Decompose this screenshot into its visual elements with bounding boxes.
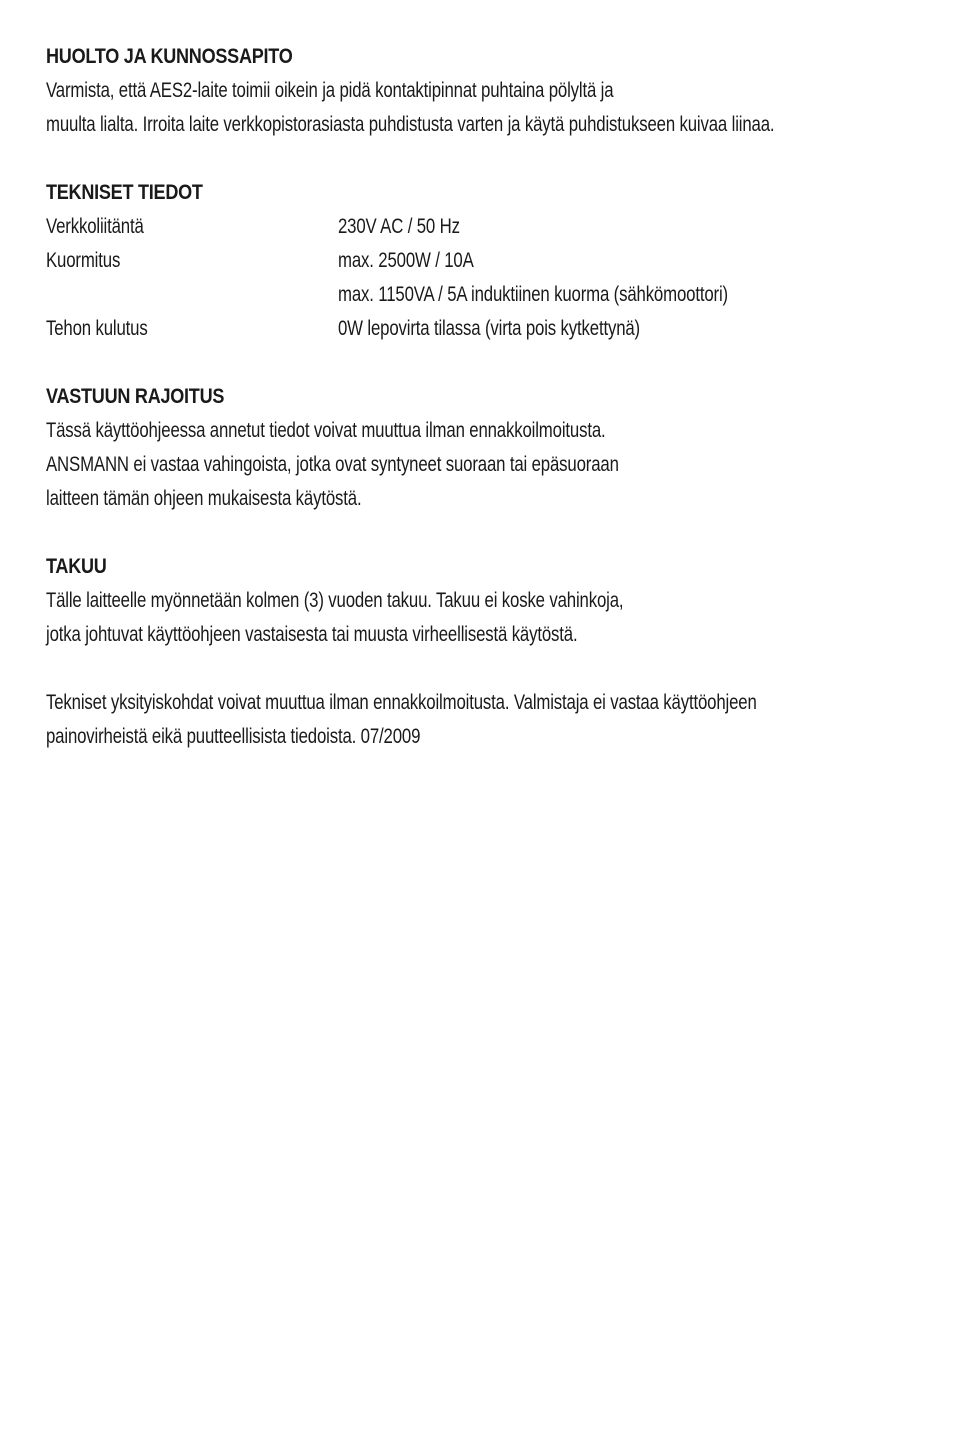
warranty-text-line: Tälle laitteelle myönnetään kolmen (3) vuoden takuu. Takuu ei koske vahinkoja, bbox=[46, 589, 624, 612]
maintenance-text-line: muulta lialta. Irroita laite verkkopistorasiasta puhdistusta varten ja käytä puhdistukseen kuivaa liinaa. bbox=[46, 113, 775, 136]
footer-text-line: Tekniset yksityiskohdat voivat muuttua ilman ennakkoilmoitusta. Valmistaja ei vastaa käyttöohjeen bbox=[46, 691, 757, 714]
liability-section bbox=[46, 380, 926, 516]
spec-label: Verkkoliitäntä bbox=[46, 215, 144, 238]
liability-heading: VASTUUN RAJOITUS bbox=[46, 385, 225, 408]
spec-row-load bbox=[46, 244, 926, 278]
specs-section bbox=[46, 176, 926, 346]
liability-text-line: laitteen tämän ohjeen mukaisesta käytöstä. bbox=[46, 487, 362, 510]
liability-text-line: Tässä käyttöohjeessa annetut tiedot voivat muuttua ilman ennakkoilmoitusta. bbox=[46, 419, 606, 442]
footer-section bbox=[46, 686, 926, 754]
maintenance-text-line: Varmista, että AES2-laite toimii oikein ja pidä kontaktipinnat puhtaina pölyltä ja bbox=[46, 79, 614, 102]
warranty-section bbox=[46, 550, 926, 652]
spec-label: Kuormitus bbox=[46, 249, 121, 272]
spec-label: Tehon kulutus bbox=[46, 317, 148, 340]
manual-page bbox=[46, 40, 926, 788]
liability-text-line: ANSMANN ei vastaa vahingoista, jotka ovat syntyneet suoraan tai epäsuoraan bbox=[46, 453, 619, 476]
footer-text-line: painovirheistä eikä puutteellisista tiedoista. 07/2009 bbox=[46, 725, 421, 748]
spec-row-mains bbox=[46, 210, 926, 244]
warranty-text-line: jotka johtuvat käyttöohjeen vastaisesta tai muusta virheellisestä käytöstä. bbox=[46, 623, 578, 646]
spec-value: 230V AC / 50 Hz bbox=[338, 215, 460, 238]
spec-row-inductive-load bbox=[46, 278, 926, 312]
maintenance-section bbox=[46, 40, 926, 142]
spec-row-power-consumption bbox=[46, 312, 926, 346]
maintenance-heading: HUOLTO JA KUNNOSSAPITO bbox=[46, 45, 293, 68]
specs-heading: TEKNISET TIEDOT bbox=[46, 181, 203, 204]
warranty-heading: TAKUU bbox=[46, 555, 107, 578]
spec-value: 0W lepovirta tilassa (virta pois kytkettynä) bbox=[338, 317, 640, 340]
spec-value: max. 2500W / 10A bbox=[338, 249, 474, 272]
spec-value: max. 1150VA / 5A induktiinen kuorma (sähkömoottori) bbox=[338, 283, 728, 306]
